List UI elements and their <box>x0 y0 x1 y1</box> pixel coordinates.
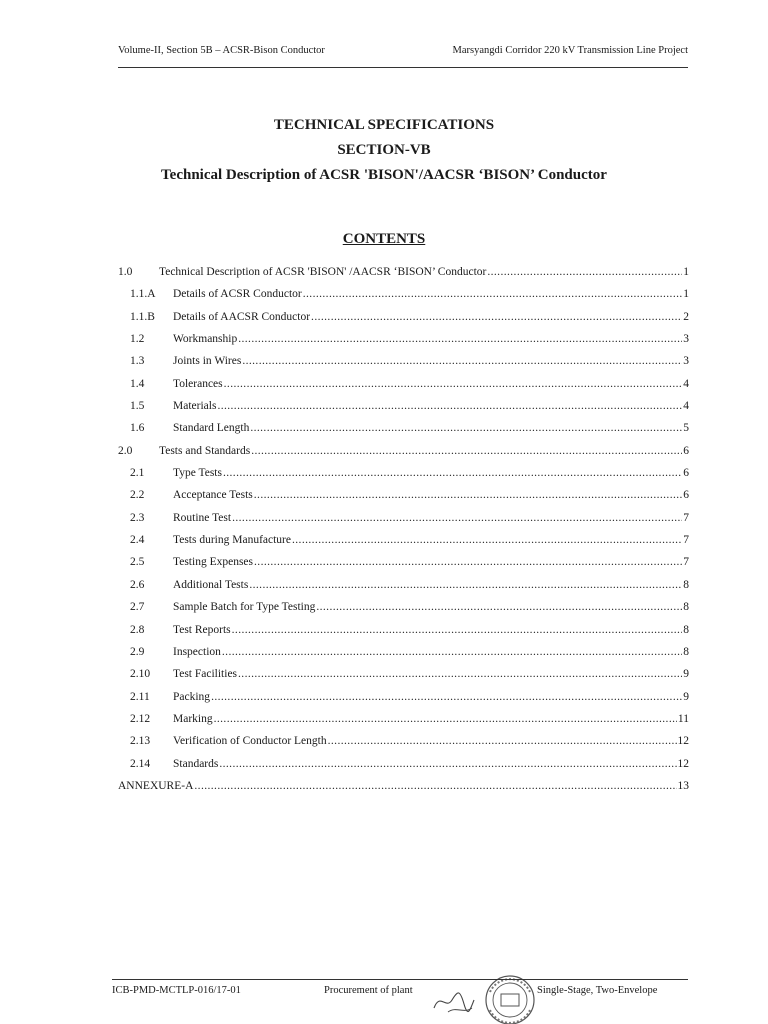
toc-entry-page: 8 <box>683 623 689 636</box>
description-title: Technical Description of ACSR 'BISON'/AACSR ‘BISON’ Conductor <box>161 167 607 183</box>
toc-entry-number: 1.2 <box>130 333 145 346</box>
table-of-contents <box>118 261 689 797</box>
footer-center: Procurement of plant <box>324 985 413 996</box>
toc-leader-dots <box>487 261 682 283</box>
toc-entry[interactable] <box>118 596 689 618</box>
toc-entry-number: 1.1.A <box>130 288 156 301</box>
toc-entry-title: Sample Batch for Type Testing <box>173 601 316 614</box>
toc-entry-title: Acceptance Tests <box>173 489 253 502</box>
toc-entry-title: Standards <box>173 757 219 770</box>
toc-entry-title: Tests during Manufacture <box>173 534 291 547</box>
toc-leader-dots <box>251 440 682 462</box>
toc-entry-number: 2.14 <box>130 757 151 770</box>
toc-entry-number: 2.3 <box>130 511 145 524</box>
toc-entry[interactable] <box>118 686 689 708</box>
toc-leader-dots <box>254 551 682 573</box>
toc-entry[interactable] <box>118 574 689 596</box>
toc-entry-page: 8 <box>683 645 689 658</box>
toc-entry[interactable] <box>118 775 689 797</box>
toc-entry-number: 2.12 <box>130 712 151 725</box>
toc-entry-number: 1.3 <box>130 355 145 368</box>
toc-entry-title: Type Tests <box>173 467 222 480</box>
toc-leader-dots <box>328 730 677 752</box>
toc-entry-title: Testing Expenses <box>173 556 254 569</box>
toc-entry[interactable] <box>118 641 689 663</box>
toc-entry[interactable] <box>118 395 689 417</box>
toc-entry[interactable] <box>118 484 689 506</box>
toc-entry-page: 13 <box>677 779 689 792</box>
toc-entry-number: 2.10 <box>130 668 151 681</box>
toc-leader-dots <box>219 753 676 775</box>
toc-entry[interactable] <box>118 730 689 752</box>
toc-entry-page: 5 <box>683 422 689 435</box>
toc-leader-dots <box>242 350 682 372</box>
toc-entry-title: Test Facilities <box>173 668 238 681</box>
footer-right: Single-Stage, Two-Envelope <box>537 985 658 996</box>
toc-entry-title: Test Reports <box>173 623 231 636</box>
toc-entry-number: 1.0 <box>118 266 133 278</box>
toc-entry[interactable] <box>118 261 689 283</box>
toc-entry[interactable] <box>118 619 689 641</box>
toc-leader-dots <box>250 417 682 439</box>
toc-entry-number: 1.5 <box>130 400 145 413</box>
toc-entry-title: Inspection <box>173 645 221 658</box>
toc-entry[interactable] <box>118 462 689 484</box>
toc-entry-page: 12 <box>677 757 689 770</box>
toc-entry-number: 2.9 <box>130 645 145 658</box>
toc-entry[interactable] <box>118 283 689 305</box>
toc-entry-page: 9 <box>683 690 689 703</box>
toc-entry-page: 7 <box>683 534 689 547</box>
toc-entry-number: 2.11 <box>130 690 150 703</box>
toc-entry-number: 2.8 <box>130 623 145 636</box>
toc-entry-title: Workmanship <box>173 333 238 346</box>
footer-left: ICB-PMD-MCTLP-016/17-01 <box>112 985 241 996</box>
toc-entry-title: Details of AACSR Conductor <box>173 310 311 323</box>
toc-entry-title: Joints in Wires <box>173 355 242 368</box>
toc-entry-title: Routine Test <box>173 511 232 524</box>
toc-leader-dots <box>238 328 682 350</box>
page-header <box>118 45 688 68</box>
page-footer <box>112 979 688 996</box>
toc-entry-page: 8 <box>683 601 689 614</box>
toc-entry-page: 1 <box>683 288 689 301</box>
toc-entry-number: 1.6 <box>130 422 145 435</box>
toc-leader-dots <box>224 373 683 395</box>
toc-leader-dots <box>232 507 682 529</box>
toc-entry-page: 7 <box>683 556 689 569</box>
section-title: SECTION-VB <box>337 142 431 158</box>
toc-entry-page: 1 <box>683 266 689 278</box>
toc-entry-title: Technical Description of ACSR 'BISON' /AACSR ‘BISON’ Conductor <box>159 266 487 278</box>
toc-entry-page: 3 <box>683 355 689 368</box>
toc-leader-dots <box>214 708 677 730</box>
toc-entry-title: Details of ACSR Conductor <box>173 288 302 301</box>
header-right: Marsyangdi Corridor 220 kV Transmission Line Project <box>452 45 688 56</box>
toc-entry[interactable] <box>118 551 689 573</box>
toc-entry[interactable] <box>118 373 689 395</box>
toc-leader-dots <box>316 596 682 618</box>
toc-entry[interactable] <box>118 663 689 685</box>
toc-entry-number: 2.1 <box>130 467 145 480</box>
toc-entry-page: 6 <box>683 444 689 457</box>
doc-title: TECHNICAL SPECIFICATIONS <box>273 117 495 133</box>
toc-entry[interactable] <box>118 753 689 775</box>
toc-entry-number: 1.4 <box>130 377 145 390</box>
toc-entry[interactable] <box>118 507 689 529</box>
contents-heading: CONTENTS <box>342 231 426 247</box>
toc-leader-dots <box>232 619 683 641</box>
toc-entry-number: 2.6 <box>130 578 145 591</box>
toc-entry-page: 6 <box>683 467 689 480</box>
title-block <box>0 114 768 186</box>
toc-leader-dots <box>217 395 682 417</box>
toc-entry-page: 2 <box>683 310 689 323</box>
toc-entry-number: 2.7 <box>130 601 145 614</box>
toc-entry-title: Verification of Conductor Length <box>173 735 327 748</box>
toc-entry[interactable] <box>118 440 689 462</box>
toc-entry-page: 7 <box>683 511 689 524</box>
toc-leader-dots <box>292 529 682 551</box>
toc-leader-dots <box>222 641 682 663</box>
toc-entry-page: 8 <box>683 578 689 591</box>
toc-entry-title: Materials <box>173 400 217 413</box>
toc-entry[interactable] <box>118 306 689 328</box>
toc-entry-title: Standard Length <box>173 422 250 435</box>
toc-entry-page: 11 <box>677 712 689 725</box>
toc-entry-page: 6 <box>683 489 689 502</box>
toc-leader-dots <box>303 283 683 305</box>
toc-entry[interactable] <box>118 328 689 350</box>
toc-entry-number: 2.2 <box>130 489 145 502</box>
toc-entry-number: 2.13 <box>130 735 151 748</box>
toc-entry-number: 1.1.B <box>130 310 155 323</box>
toc-entry-title: Tolerances <box>173 377 223 390</box>
toc-entry[interactable] <box>118 350 689 372</box>
toc-leader-dots <box>238 663 682 685</box>
header-left: Volume-II, Section 5B – ACSR-Bison Conductor <box>118 45 325 56</box>
toc-entry[interactable] <box>118 529 689 551</box>
toc-entry-number: 2.5 <box>130 556 145 569</box>
toc-entry-page: 4 <box>683 400 689 413</box>
toc-leader-dots <box>249 574 682 596</box>
toc-leader-dots <box>194 775 676 797</box>
toc-entry-number: 2.0 <box>118 444 133 457</box>
toc-entry-title: ANNEXURE-A <box>118 779 194 792</box>
toc-entry[interactable] <box>118 708 689 730</box>
toc-leader-dots <box>211 686 682 708</box>
toc-entry-title: Packing <box>173 690 211 703</box>
toc-entry[interactable] <box>118 417 689 439</box>
toc-entry-page: 12 <box>677 735 689 748</box>
toc-entry-page: 9 <box>683 668 689 681</box>
toc-leader-dots <box>223 462 682 484</box>
toc-entry-page: 4 <box>683 377 689 390</box>
toc-entry-page: 3 <box>683 333 689 346</box>
toc-leader-dots <box>254 484 682 506</box>
toc-entry-number: 2.4 <box>130 534 145 547</box>
toc-entry-title: Marking <box>173 712 213 725</box>
toc-entry-title: Additional Tests <box>173 578 249 591</box>
toc-leader-dots <box>311 306 682 328</box>
toc-entry-title: Tests and Standards <box>159 444 251 457</box>
